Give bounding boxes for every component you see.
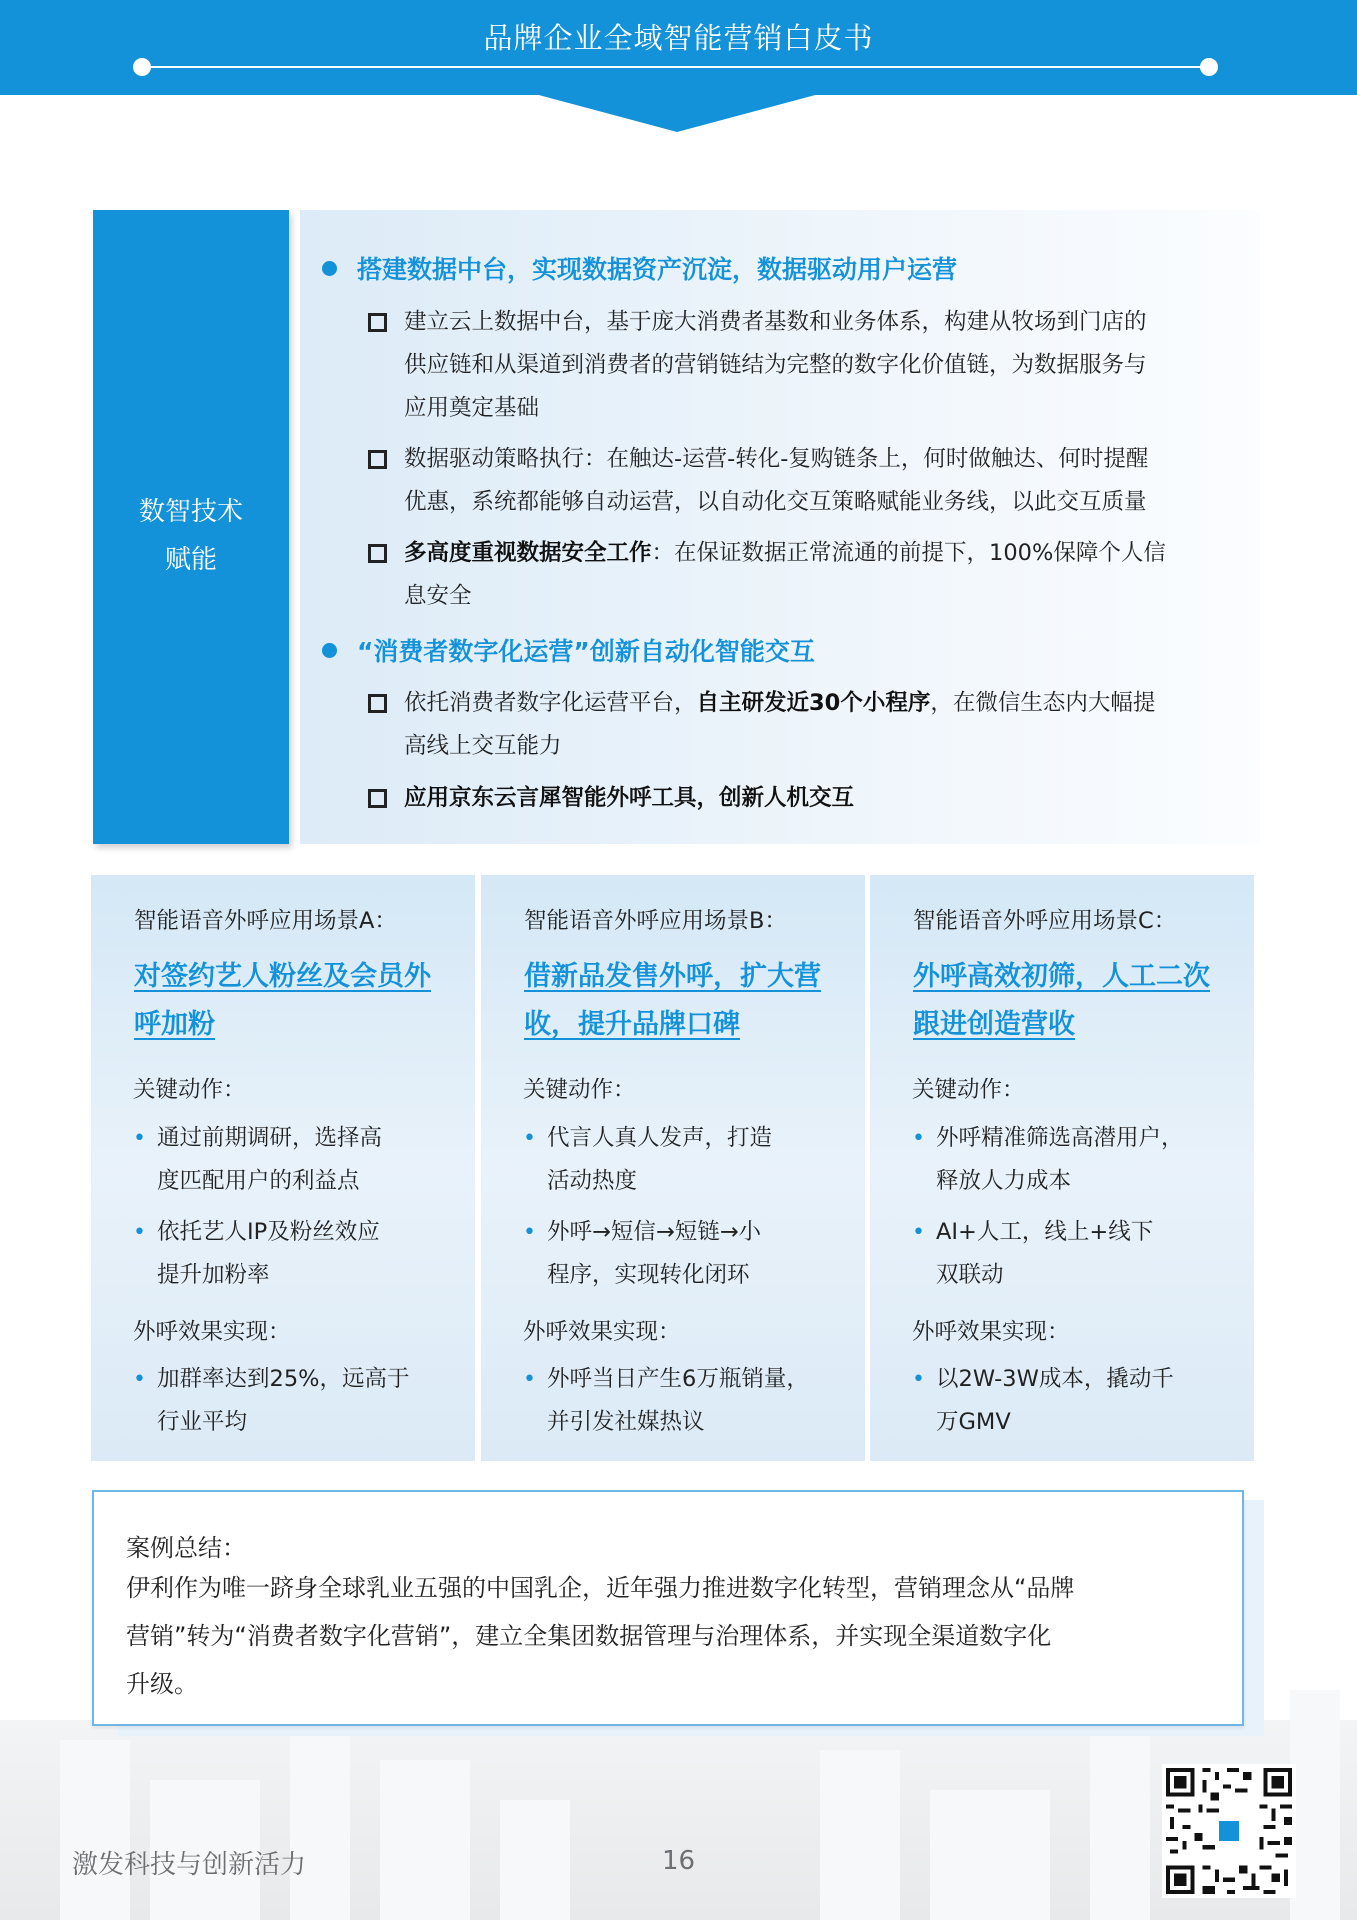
section1-item-1: 建立云上数据中台，基于庞大消费者基数和业务体系，构建从牧场到门店的 供应链和从渠道到消费者的营销链结为完整的数字化价值链，为数据服务与 应用奠定基础: [368, 301, 1218, 430]
key-action-item: • 外呼精准筛选高潜用户， 释放人力成本: [912, 1117, 1212, 1203]
section1-item-2: 数据驱动策略执行：在触达-运营-转化-复购链条上，何时做触达、何时提醒 优惠，系统都能够自动运营，以自动化交互策略赋能业务线，以此交互质量: [368, 438, 1218, 524]
key-action-item: • 通过前期调研，选择高 度匹配用户的利益点: [133, 1117, 433, 1203]
bullet-dot-icon: •: [133, 1367, 146, 1392]
bullet-dot-icon: •: [523, 1126, 536, 1151]
key-action-item: • 外呼→短信→短链→小 程序，实现转化闭环: [523, 1211, 823, 1297]
scenario-title: 借新品发售外呼，扩大营 收，提升品牌口碑: [524, 961, 821, 1040]
section1-heading: 搭建数据中台，实现数据资产沉淀，数据驱动用户运营: [322, 250, 957, 286]
section2-heading: “消费者数字化运营”创新自动化智能交互: [322, 632, 815, 668]
sidebar-title-line1: 数智技术: [138, 497, 243, 527]
key-action-item: • 代言人真人发声，打造 活动热度: [523, 1117, 823, 1203]
effect-label: 外呼效果实现：: [133, 1319, 291, 1345]
scenario-title: 外呼高效初筛，人工二次 跟进创造营收: [913, 961, 1210, 1040]
qr-code-icon: [1162, 1764, 1296, 1898]
checkbox-square-icon: [368, 313, 387, 332]
scenario-label: 智能语音外呼应用场景B：: [524, 908, 787, 934]
summary-text: 伊利作为唯一跻身全球乳业五强的中国乳企，近年强力推进数字化转型，营销理念从“品牌 营销”转为“消费者数字化营销”，建立全集团数据管理与治理体系，并实现全渠道数字化 升级。: [126, 1574, 1075, 1698]
bullet-dot-icon: •: [523, 1220, 536, 1245]
key-actions-label: 关键动作：: [912, 1077, 1025, 1103]
checkbox-square-icon: [368, 544, 387, 563]
scenario-label: 智能语音外呼应用场景A：: [134, 908, 397, 934]
page-number: 16: [662, 1846, 696, 1876]
bullet-dot-icon: •: [133, 1126, 146, 1151]
summary-box: [92, 1490, 1244, 1726]
scenario-column-b: [481, 875, 865, 1461]
key-actions-label: 关键动作：: [133, 1077, 246, 1103]
bullet-dot-icon: •: [912, 1220, 925, 1245]
checkbox-square-icon: [368, 789, 387, 808]
effect-label: 外呼效果实现：: [912, 1319, 1070, 1345]
city-skyline-background: [0, 1720, 1357, 1920]
effect-label: 外呼效果实现：: [523, 1319, 681, 1345]
bullet-dot-icon: •: [523, 1367, 536, 1392]
key-action-item: • 依托艺人IP及粉丝效应 提升加粉率: [133, 1211, 433, 1297]
bullet-dot-icon: •: [912, 1126, 925, 1151]
checkbox-square-icon: [368, 694, 387, 713]
key-actions-label: 关键动作：: [523, 1077, 636, 1103]
scenario-label: 智能语音外呼应用场景C：: [913, 908, 1177, 934]
section2-item-2: 应用京东云言犀智能外呼工具，创新人机交互: [368, 777, 1218, 820]
header-divider: [142, 66, 1210, 68]
bullet-dot-icon: [322, 643, 337, 658]
sidebar-title-line2: 赋能: [164, 545, 217, 575]
sidebar-title: [93, 488, 289, 584]
sidebar-tag: [93, 210, 289, 844]
section1-item-3: 多高度重视数据安全工作：在保证数据正常流通的前提下，100%保障个人信 息安全: [368, 532, 1218, 618]
effect-item: • 以2W-3W成本，撬动千 万GMV: [912, 1358, 1212, 1444]
scenario-column-c: [870, 875, 1254, 1461]
page-header-title: 品牌企业全域智能营销白皮书: [483, 21, 874, 55]
section2-item-1: 依托消费者数字化运营平台，自主研发近30个小程序，在微信生态内大幅提 高线上交互能力: [368, 682, 1218, 768]
scenario-column-a: [91, 875, 475, 1461]
bullet-dot-icon: •: [912, 1367, 925, 1392]
effect-item: • 加群率达到25%，远高于 行业平均: [133, 1358, 433, 1444]
checkbox-square-icon: [368, 450, 387, 469]
key-action-item: • AI+人工，线上+线下 双联动: [912, 1211, 1212, 1297]
scenario-title: 对签约艺人粉丝及会员外 呼加粉: [134, 961, 431, 1040]
header-notch: [535, 94, 819, 132]
footer-slogan: 激发科技与创新活力: [72, 1850, 307, 1880]
effect-item: • 外呼当日产生6万瓶销量， 并引发社媒热议: [523, 1358, 823, 1444]
bullet-dot-icon: [322, 261, 337, 276]
summary-label: 案例总结：: [126, 1534, 246, 1562]
header-dot-right: [1200, 58, 1218, 76]
header-dot-left: [133, 58, 151, 76]
bullet-dot-icon: •: [133, 1220, 146, 1245]
